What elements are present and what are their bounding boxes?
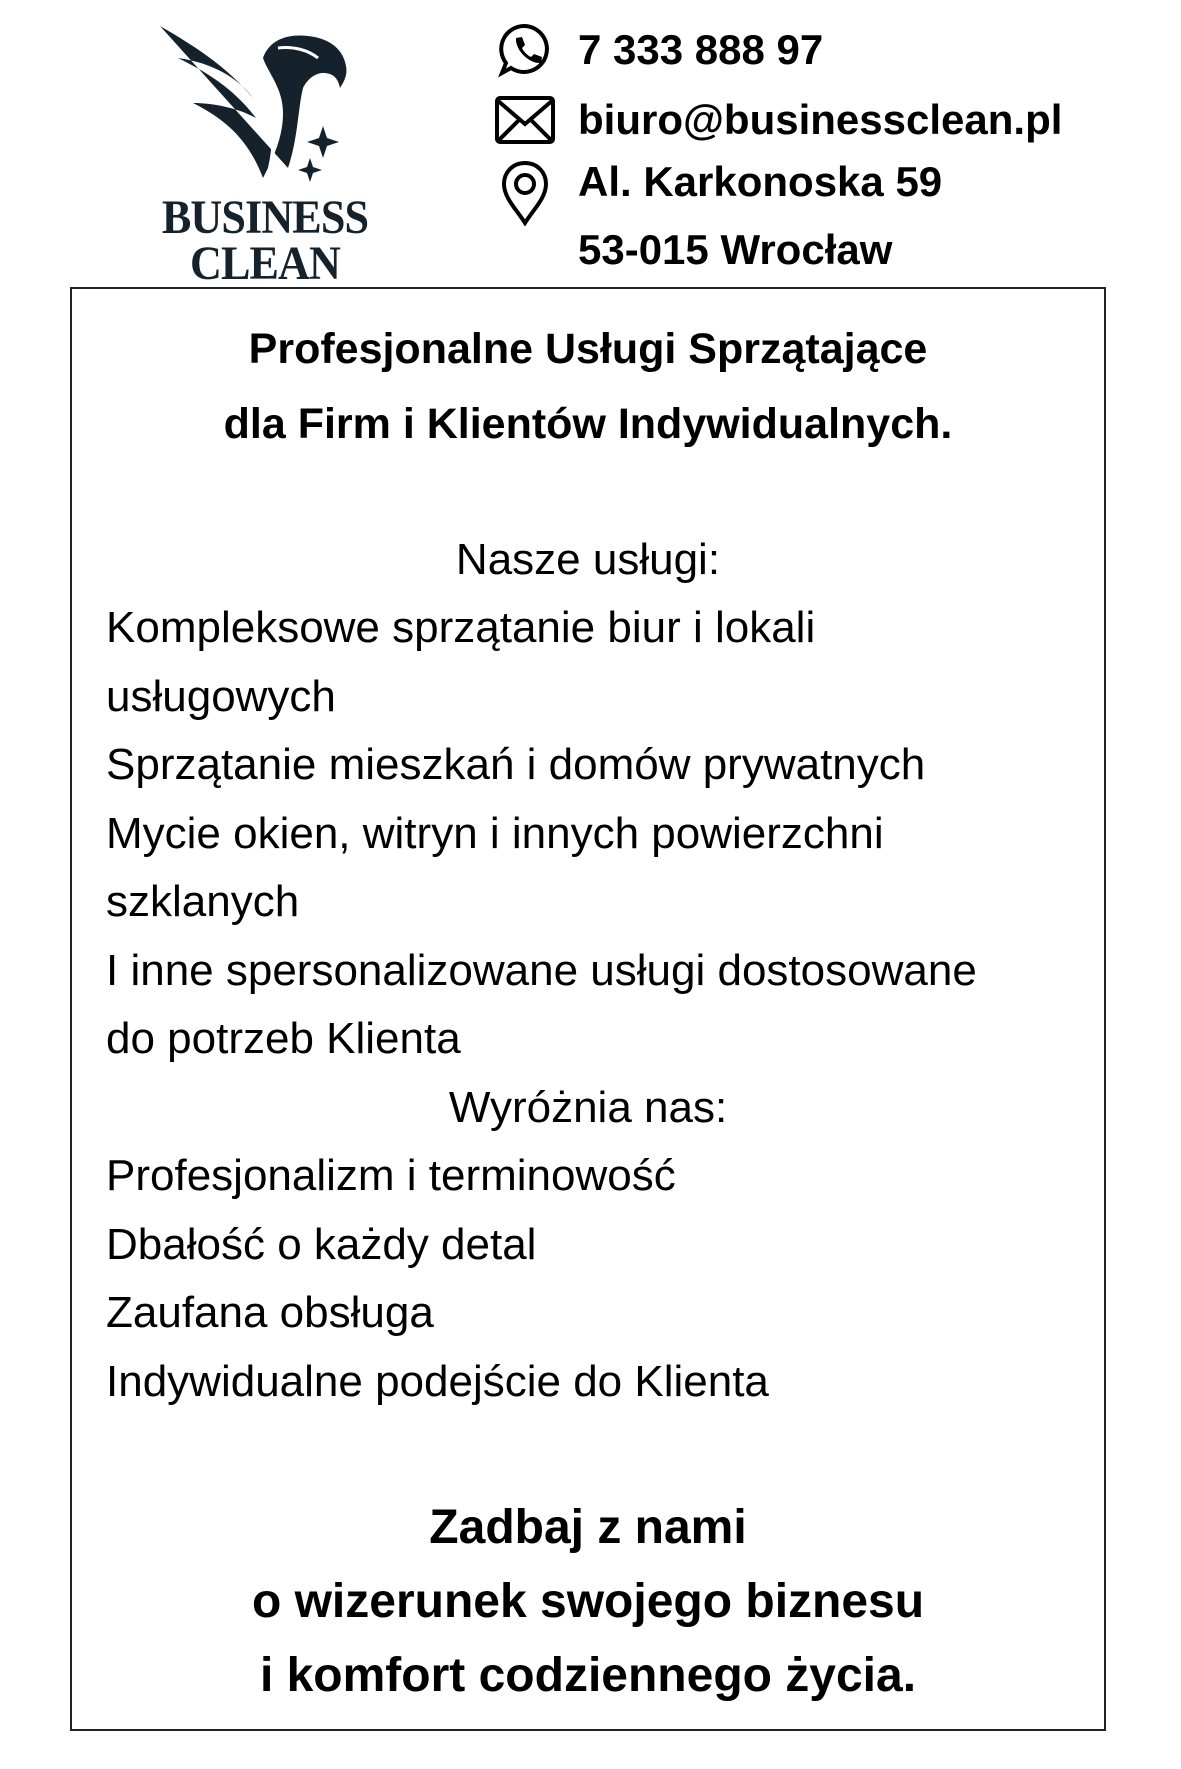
- envelope-icon: [495, 90, 555, 150]
- location-pin-icon: [495, 158, 555, 228]
- content-frame: [70, 287, 1106, 1731]
- title-line-2: dla Firm i Klientów Indywidualnych.: [223, 400, 953, 448]
- closing-line-1: Zadbaj z nami: [429, 1501, 747, 1554]
- feature-line: Profesjonalizm i terminowość: [106, 1151, 676, 1200]
- service-line: Mycie okien, witryn i innych powierzchni: [106, 809, 884, 858]
- service-line: I inne spersonalizowane usługi dostosowane: [106, 946, 977, 995]
- services-heading: Nasze usługi:: [455, 535, 721, 584]
- logo-text-business: BUSINESS: [161, 191, 369, 244]
- feature-line: Zaufana obsługa: [106, 1288, 434, 1337]
- service-line: szklanych: [106, 877, 300, 926]
- title-line-1: Profesjonalne Usługi Sprzątające: [248, 325, 928, 373]
- service-line: Sprzątanie mieszkań i domów prywatnych: [106, 740, 926, 789]
- feature-line: Dbałość o każdy detal: [106, 1220, 537, 1269]
- feature-line: Indywidualne podejście do Klienta: [106, 1357, 769, 1406]
- logo-text-clean: CLEAN: [190, 237, 340, 290]
- service-line: Kompleksowe sprzątanie biur i lokali: [106, 603, 816, 652]
- address-city: 53-015 Wrocław: [578, 226, 893, 273]
- phone-number[interactable]: 7 333 888 97: [578, 26, 824, 73]
- phone-row: [495, 20, 824, 80]
- email-address[interactable]: biuro@businessclean.pl: [578, 96, 1063, 143]
- business-clean-logo: [130, 18, 400, 288]
- service-line: usługowych: [106, 672, 336, 721]
- service-line: do potrzeb Klienta: [106, 1014, 461, 1063]
- closing-line-2: o wizerunek swojego biznesu: [251, 1575, 925, 1628]
- whatsapp-phone-icon: [495, 20, 555, 80]
- features-heading: Wyróżnia nas:: [448, 1083, 728, 1132]
- eagle-icon: [158, 18, 358, 188]
- closing-line-3: i komfort codziennego życia.: [259, 1649, 917, 1702]
- address-row: [495, 158, 943, 278]
- email-row: [495, 90, 1063, 150]
- address-street: Al. Karkonoska 59: [578, 158, 943, 205]
